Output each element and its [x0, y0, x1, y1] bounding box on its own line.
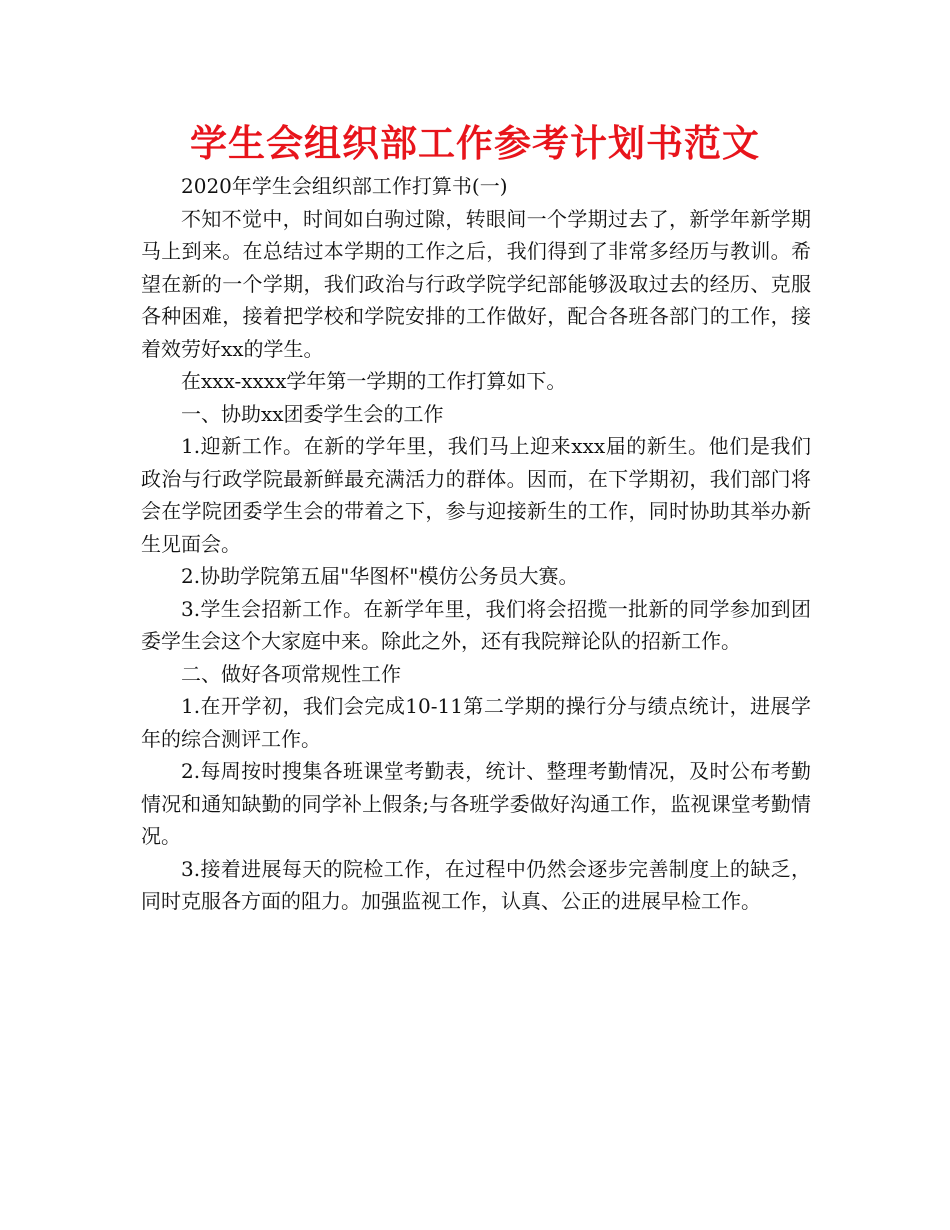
paragraph: 3.接着进展每天的院检工作，在过程中仍然会逐步完善制度上的缺乏，同时克服各方面的阻力。加强监视工作，认真、公正的进展早检工作。	[141, 856, 811, 913]
paragraph: 1.在开学初，我们会完成10-11第二学期的操行分与绩点统计，进展学年的综合测评工作。	[141, 694, 811, 751]
section-heading: 二、做好各项常规性工作	[181, 661, 401, 686]
paragraph: 1.迎新工作。在新的学年里，我们马上迎来xxx届的新生。他们是我们政治与行政学院最新鲜最充满活力的群体。因而，在下学期初，我们部门将会在学院团委学生会的带着之下，参与迎接新生的工作，同时协助其举办新生见面会。	[141, 434, 811, 556]
paragraph: 在xxx-xxxx学年第一学期的工作打算如下。	[181, 369, 567, 393]
section-heading: 一、协助xx团委学生会的工作	[181, 401, 444, 426]
paragraph: 2.协助学院第五届"华图杯"模仿公务员大赛。	[181, 564, 579, 588]
document-subtitle: 2020年学生会组织部工作打算书(一)	[181, 174, 508, 198]
paragraph: 3.学生会招新工作。在新学年里，我们将会招揽一批新的同学参加到团委学生会这个大家庭中来。除此之外，还有我院辩论队的招新工作。	[141, 596, 811, 653]
paragraph: 2.每周按时搜集各班课堂考勤表，统计、整理考勤情况，及时公布考勤情况和通知缺勤的同学补上假条;与各班学委做好沟通工作，监视课堂考勤情况。	[141, 759, 811, 848]
document-title: 学生会组织部工作参考计划书范文	[190, 122, 760, 165]
document-body	[141, 170, 811, 918]
paragraph: 不知不觉中，时间如白驹过隙，转眼间一个学期过去了，新学年新学期马上到来。在总结过本学期的工作之后，我们得到了非常多经历与教训。希望在新的一个学期，我们政治与行政学院学纪部能够汲取过去的经历、克服各种困难，接着把学校和学院安排的工作做好，配合各班各部门的工作，接着效劳好xx的学生。	[141, 206, 811, 361]
